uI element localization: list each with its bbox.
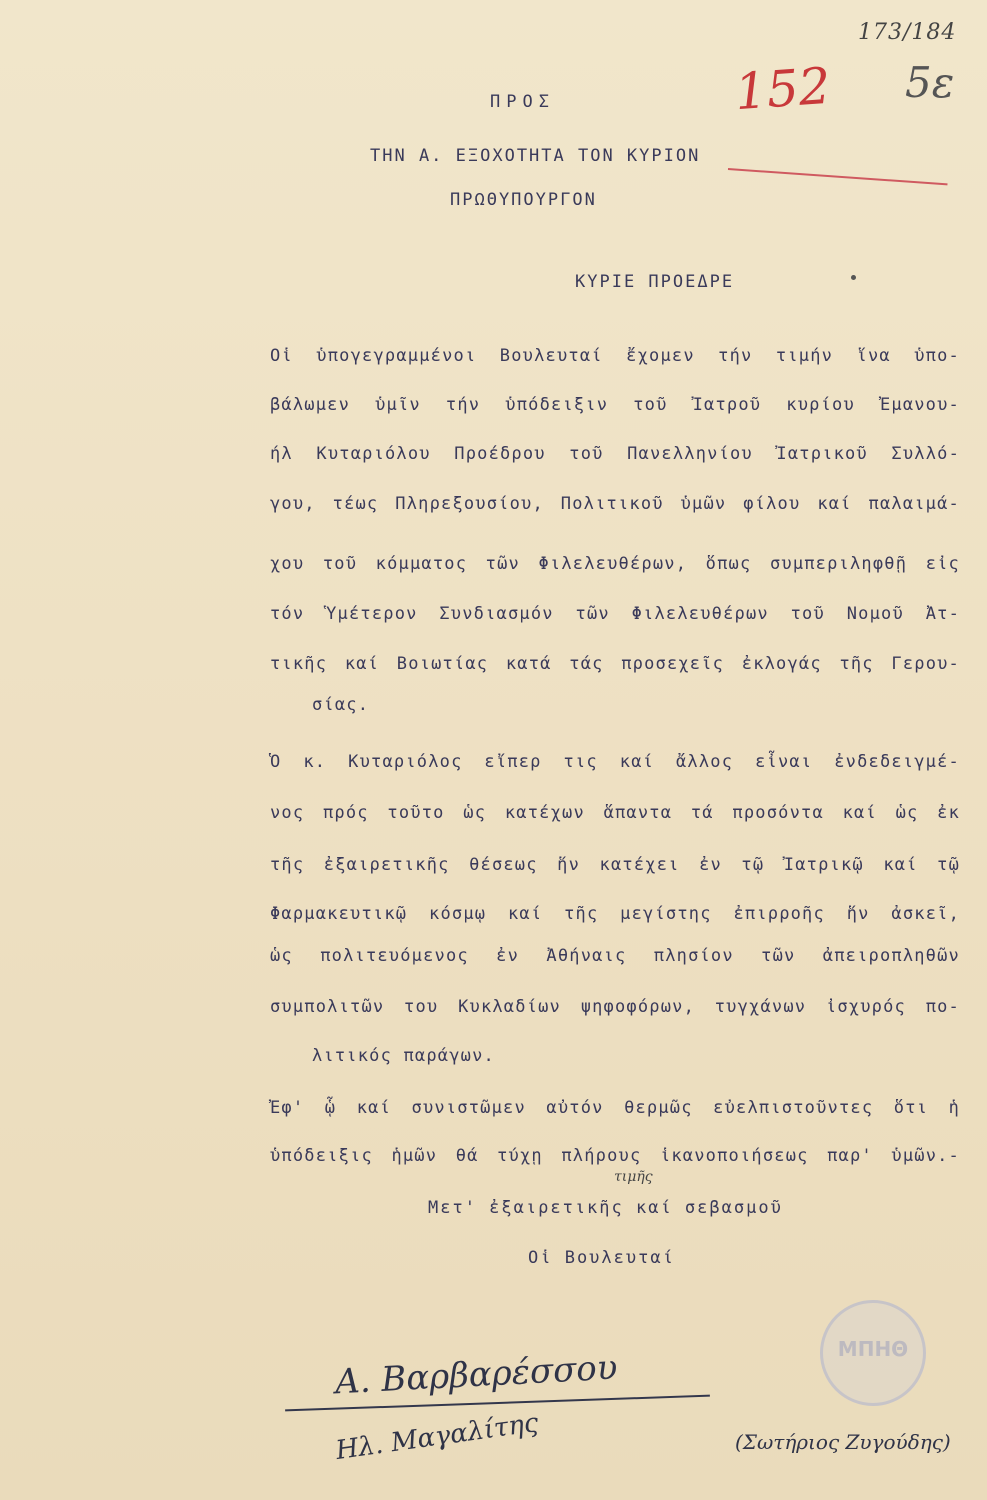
closing-line: Μετ' ἐξαιρετικῆς καί σεβασμοῦ [428,1198,783,1218]
body-line: Ὁ κ. Κυταριόλος εἴπερ τις καί ἄλλος εἶναι ἐνδεδειγμέ- [270,752,960,772]
header-prime-minister: ΠΡΩΘΥΠΟΥΡΓΟΝ [450,190,597,210]
signature-3: (Σωτήριος Ζυγούδης) [735,1430,951,1454]
signatories-label: Οἱ Βουλευταί [528,1248,675,1268]
body-line: βάλωμεν ὑμῖν τήν ὑπόδειξιν τοῦ Ἰατροῦ κυρίου Ἐμανου- [270,395,960,415]
signature-1: Α. Βαρβαρέσσου [334,1347,619,1403]
handwritten-mark: 5ε [905,58,955,107]
body-line: Οἱ ὑπογεγραμμένοι Βουλευταί ἔχομεν τήν τιμήν ἵνα ὑπο- [270,346,960,366]
body-line: συμπολιτῶν του Κυκλαδίων ψηφοφόρων, τυγχάνων ἰσχυρός πο- [270,997,960,1017]
stamp-text: ΜΠΗΘ [837,1337,909,1361]
header-excellency: ΤΗΝ Α. ΕΞΟΧΟΤΗΤΑ ΤΟΝ ΚΥΡΙΟΝ [370,146,701,166]
body-line: ὡς πολιτευόμενος ἐν Ἀθήναις πλησίον τῶν ἀπειροπληθῶν [270,946,960,966]
body-line: ὑπόδειξις ἡμῶν θά τύχῃ πλήρους ἱκανοποιήσεως παρ' ὑμῶν.- [270,1146,960,1166]
body-line: Ἐφ' ᾧ καί συνιστῶμεν αὐτόν θερμῶς εὐελπιστοῦντες ὅτι ἡ [270,1098,960,1118]
archive-ref: 173/184 [858,20,957,45]
body-line: γου, τέως Πληρεξουσίου, Πολιτικοῦ ὑμῶν φίλου καί παλαιμά- [270,494,960,514]
body-line: τόν Ὑμέτερον Συνδιασμόν τῶν Φιλελευθέρων τοῦ Νομοῦ Ἀτ- [270,604,960,624]
body-line: λιτικός παράγων. [312,1046,495,1066]
body-line: τῆς ἐξαιρετικῆς θέσεως ἥν κατέχει ἐν τῷ Ἰατρικῷ καί τῷ [270,855,960,875]
signature-2: Ηλ. Μαγαλίτης [333,1407,541,1467]
salutation: ΚΥΡΙΕ ΠΡΟΕΔΡΕ [575,272,735,292]
body-line: ήλ Κυταριόλου Προέδρου τοῦ Πανελληνίου Ἰατρικοῦ Συλλό- [270,444,960,464]
handwritten-number: 152 [733,56,833,122]
ink-dot [851,275,856,280]
archive-stamp [820,1300,926,1406]
body-line: σίας. [312,695,370,715]
inserted-word: τιμῆς [614,1169,653,1185]
body-line: τικῆς καί Βοιωτίας κατά τάς προσεχεῖς ἐκλογάς τῆς Γερου- [270,654,960,674]
header-to: ΠΡΟΣ [490,92,555,112]
body-line: νος πρός τοῦτο ὡς κατέχων ἅπαντα τά προσόντα καί ὡς ἐκ [270,803,960,823]
body-line: χου τοῦ κόμματος τῶν Φιλελευθέρων, ὅπως συμπεριληφθῇ εἰς [270,554,960,574]
body-line: Φαρμακευτικῷ κόσμῳ καί τῆς μεγίστης ἐπιρροῆς ἥν ἀσκεῖ, [270,904,960,924]
red-underline [728,168,948,185]
